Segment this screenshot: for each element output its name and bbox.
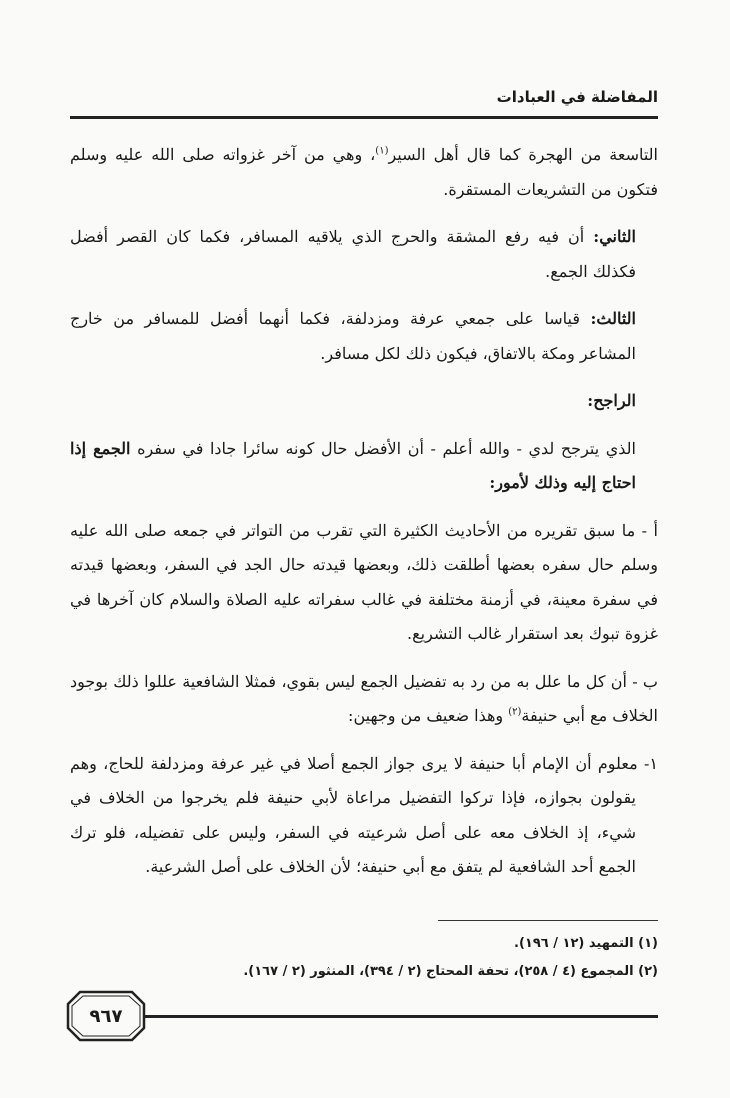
point-heading: الثالث: bbox=[590, 309, 636, 328]
header-rule bbox=[70, 116, 658, 119]
running-header bbox=[70, 82, 658, 112]
paragraph: الثاني: أن فيه رفع المشقة والحرج الذي يلاقيه المسافر، فكما كان القصر أفضل فكذلك الجمع. bbox=[70, 227, 636, 281]
list-item: أ - ما سبق تقريره من الأحاديث الكثيرة التي تقرب من التواتر في جمعه صلى الله عليه وسلم حال سفره بعضها أطلقت ذلك، وبعضها قيدته حال الجد في السفر، وبعضها قيدته في سفرة معينة، في أزمنة مختلفة في غالب سفراته عليه الصلاة والسلام كان آخرها في غزوة تبوك بعد استقرار غالب التشريع. bbox=[70, 520, 659, 643]
paragraph: الذي يترجح لدي - والله أعلم - أن الأفضل حال كونه سائرا جادا في سفره الجمع إذا احتاج إليه وذلك لأمور: bbox=[70, 438, 637, 492]
list-item: ب - أن كل ما علل به من رد به تفضيل الجمع ليس بقوي، فمثلا الشافعية عللوا ذلك بوجود الخلاف مع أبي حنيفة$^{(٢)}$ وهذا ضعيف من وجهين: bbox=[70, 671, 658, 725]
section-heading: الراجح: bbox=[587, 391, 636, 410]
footnotes bbox=[70, 930, 658, 986]
paragraph: الثالث: قياسا على جمعي عرفة ومزدلفة، فكما أنهما أفضل للمسافر من خارج المشاعر ومكة بالاتفاق، فيكون ذلك لكل مسافر. bbox=[70, 309, 636, 363]
list-item: ١- معلوم أن الإمام أبا حنيفة لا يرى جواز الجمع أصلا في غير عرفة ومزدلفة للحاج، وهم يقولون بجوازه، فإذا تركوا التفضيل مراعاة لأبي حنيفة فلم يخرجوا من الخلاف في شيء، إذ الخلاف معه على أصل شرعيته في السفر، وليس على تفضيله، فلو ترك الجمع أحد الشافعية لم يتفق مع أبي حنيفة؛ لأن الخلاف على أصل الشرعية. bbox=[70, 753, 658, 876]
footnote-rule bbox=[438, 920, 658, 921]
page-number: ٩٦٧ bbox=[89, 1005, 123, 1027]
footnote: (١) التمهيد (١٢ / ١٩٦). bbox=[514, 936, 658, 951]
footnote-mark: (٢) bbox=[508, 706, 522, 718]
footnote: (٢) المجموع (٤ / ٢٥٨)، تحفة المحتاج (٢ / ٣٩٤)، المنثور (٢ / ١٦٧). bbox=[243, 964, 658, 979]
header-title: المفاضلة في العبادات bbox=[496, 88, 658, 106]
body-text bbox=[70, 138, 658, 898]
paragraph: التاسعة من الهجرة كما قال أهل السير$^{(١)}$، وهي من آخر غزواته صلى الله عليه وسلم فتكون من التشريعات المستقرة. bbox=[70, 145, 658, 199]
point-heading: الثاني: bbox=[593, 227, 636, 246]
page-number-badge bbox=[66, 990, 146, 1042]
footer-rule bbox=[140, 1015, 658, 1018]
footnote-mark: (١) bbox=[375, 145, 389, 157]
